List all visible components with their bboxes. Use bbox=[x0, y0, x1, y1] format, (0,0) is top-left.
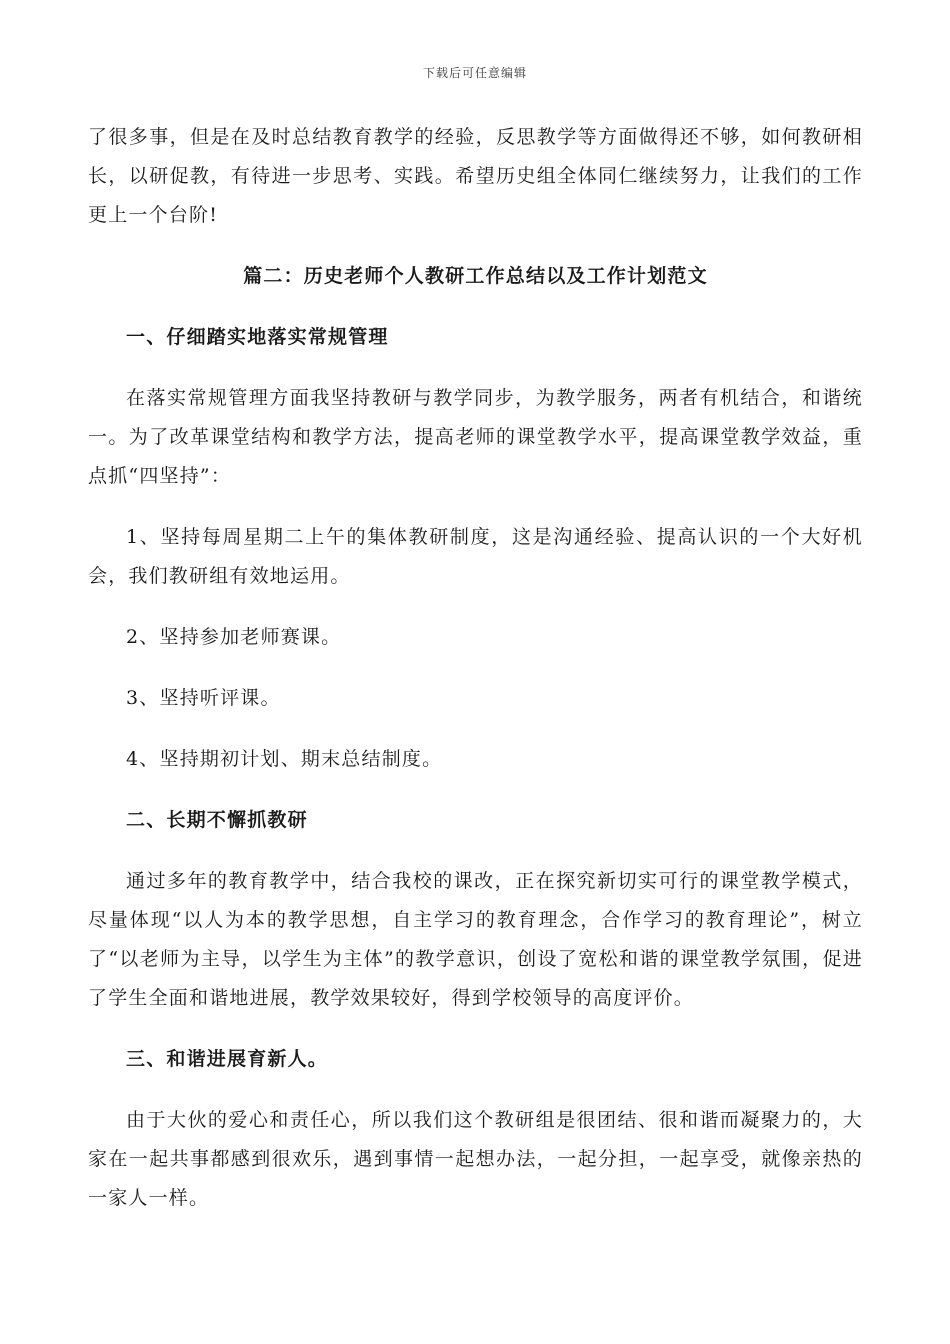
section-paragraph-1: 在落实常规管理方面我坚持教研与教学同步，为教学服务，两者有机结合，和谐统一。为了改革课堂结构和教学方法，提高老师的课堂教学水平，提高课堂教学效益，重点抓“四坚持”： bbox=[88, 387, 863, 487]
section-heading-2: 二、长期不懈抓教研 bbox=[126, 809, 308, 831]
section-paragraph-3: 由于大伙的爱心和责任心，所以我们这个教研组是很团结、很和谐而凝聚力的，大家在一起共事都感到很欢乐，遇到事情一起想办法，一起分担，一起享受，就像亲热的一家人一样。 bbox=[88, 1109, 863, 1209]
document-body bbox=[88, 118, 863, 1240]
intro-paragraph: 了很多事，但是在及时总结教育教学的经验，反思教学等方面做得还不够，如何教研相长，以研促教，有待进一步思考、实践。希望历史组全体同仁继续努力，让我们的工作更上一个台阶! bbox=[88, 126, 863, 226]
list-item: 1、坚持每周星期二上午的集体教研制度，这是沟通经验、提高认识的一个大好机会，我们教研组有效地运用。 bbox=[88, 526, 863, 587]
list-item: 2、坚持参加老师赛课。 bbox=[126, 626, 342, 648]
article-title: 篇二：历史老师个人教研工作总结以及工作计划范文 bbox=[243, 265, 708, 287]
page-header: 下载后可任意编辑 bbox=[422, 66, 527, 80]
section-heading-3: 三、和谐进展育新人。 bbox=[126, 1048, 329, 1070]
section-paragraph-2: 通过多年的教育教学中，结合我校的课改，正在探究新切实可行的课堂教学模式，尽量体现“以人为本的教学思想，自主学习的教育理念，合作学习的教育理论”，树立了“以老师为主导，以学生为主体”的教学意识，创设了宽松和谐的课堂教学氛围，促进了学生全面和谐地进展，教学效果较好，得到学校领导的高度评价。 bbox=[88, 870, 863, 1009]
list-item: 3、坚持听评课。 bbox=[126, 687, 281, 709]
section-heading-1: 一、仔细踏实地落实常规管理 bbox=[126, 326, 389, 348]
list-item: 4、坚持期初计划、期末总结制度。 bbox=[126, 748, 443, 770]
